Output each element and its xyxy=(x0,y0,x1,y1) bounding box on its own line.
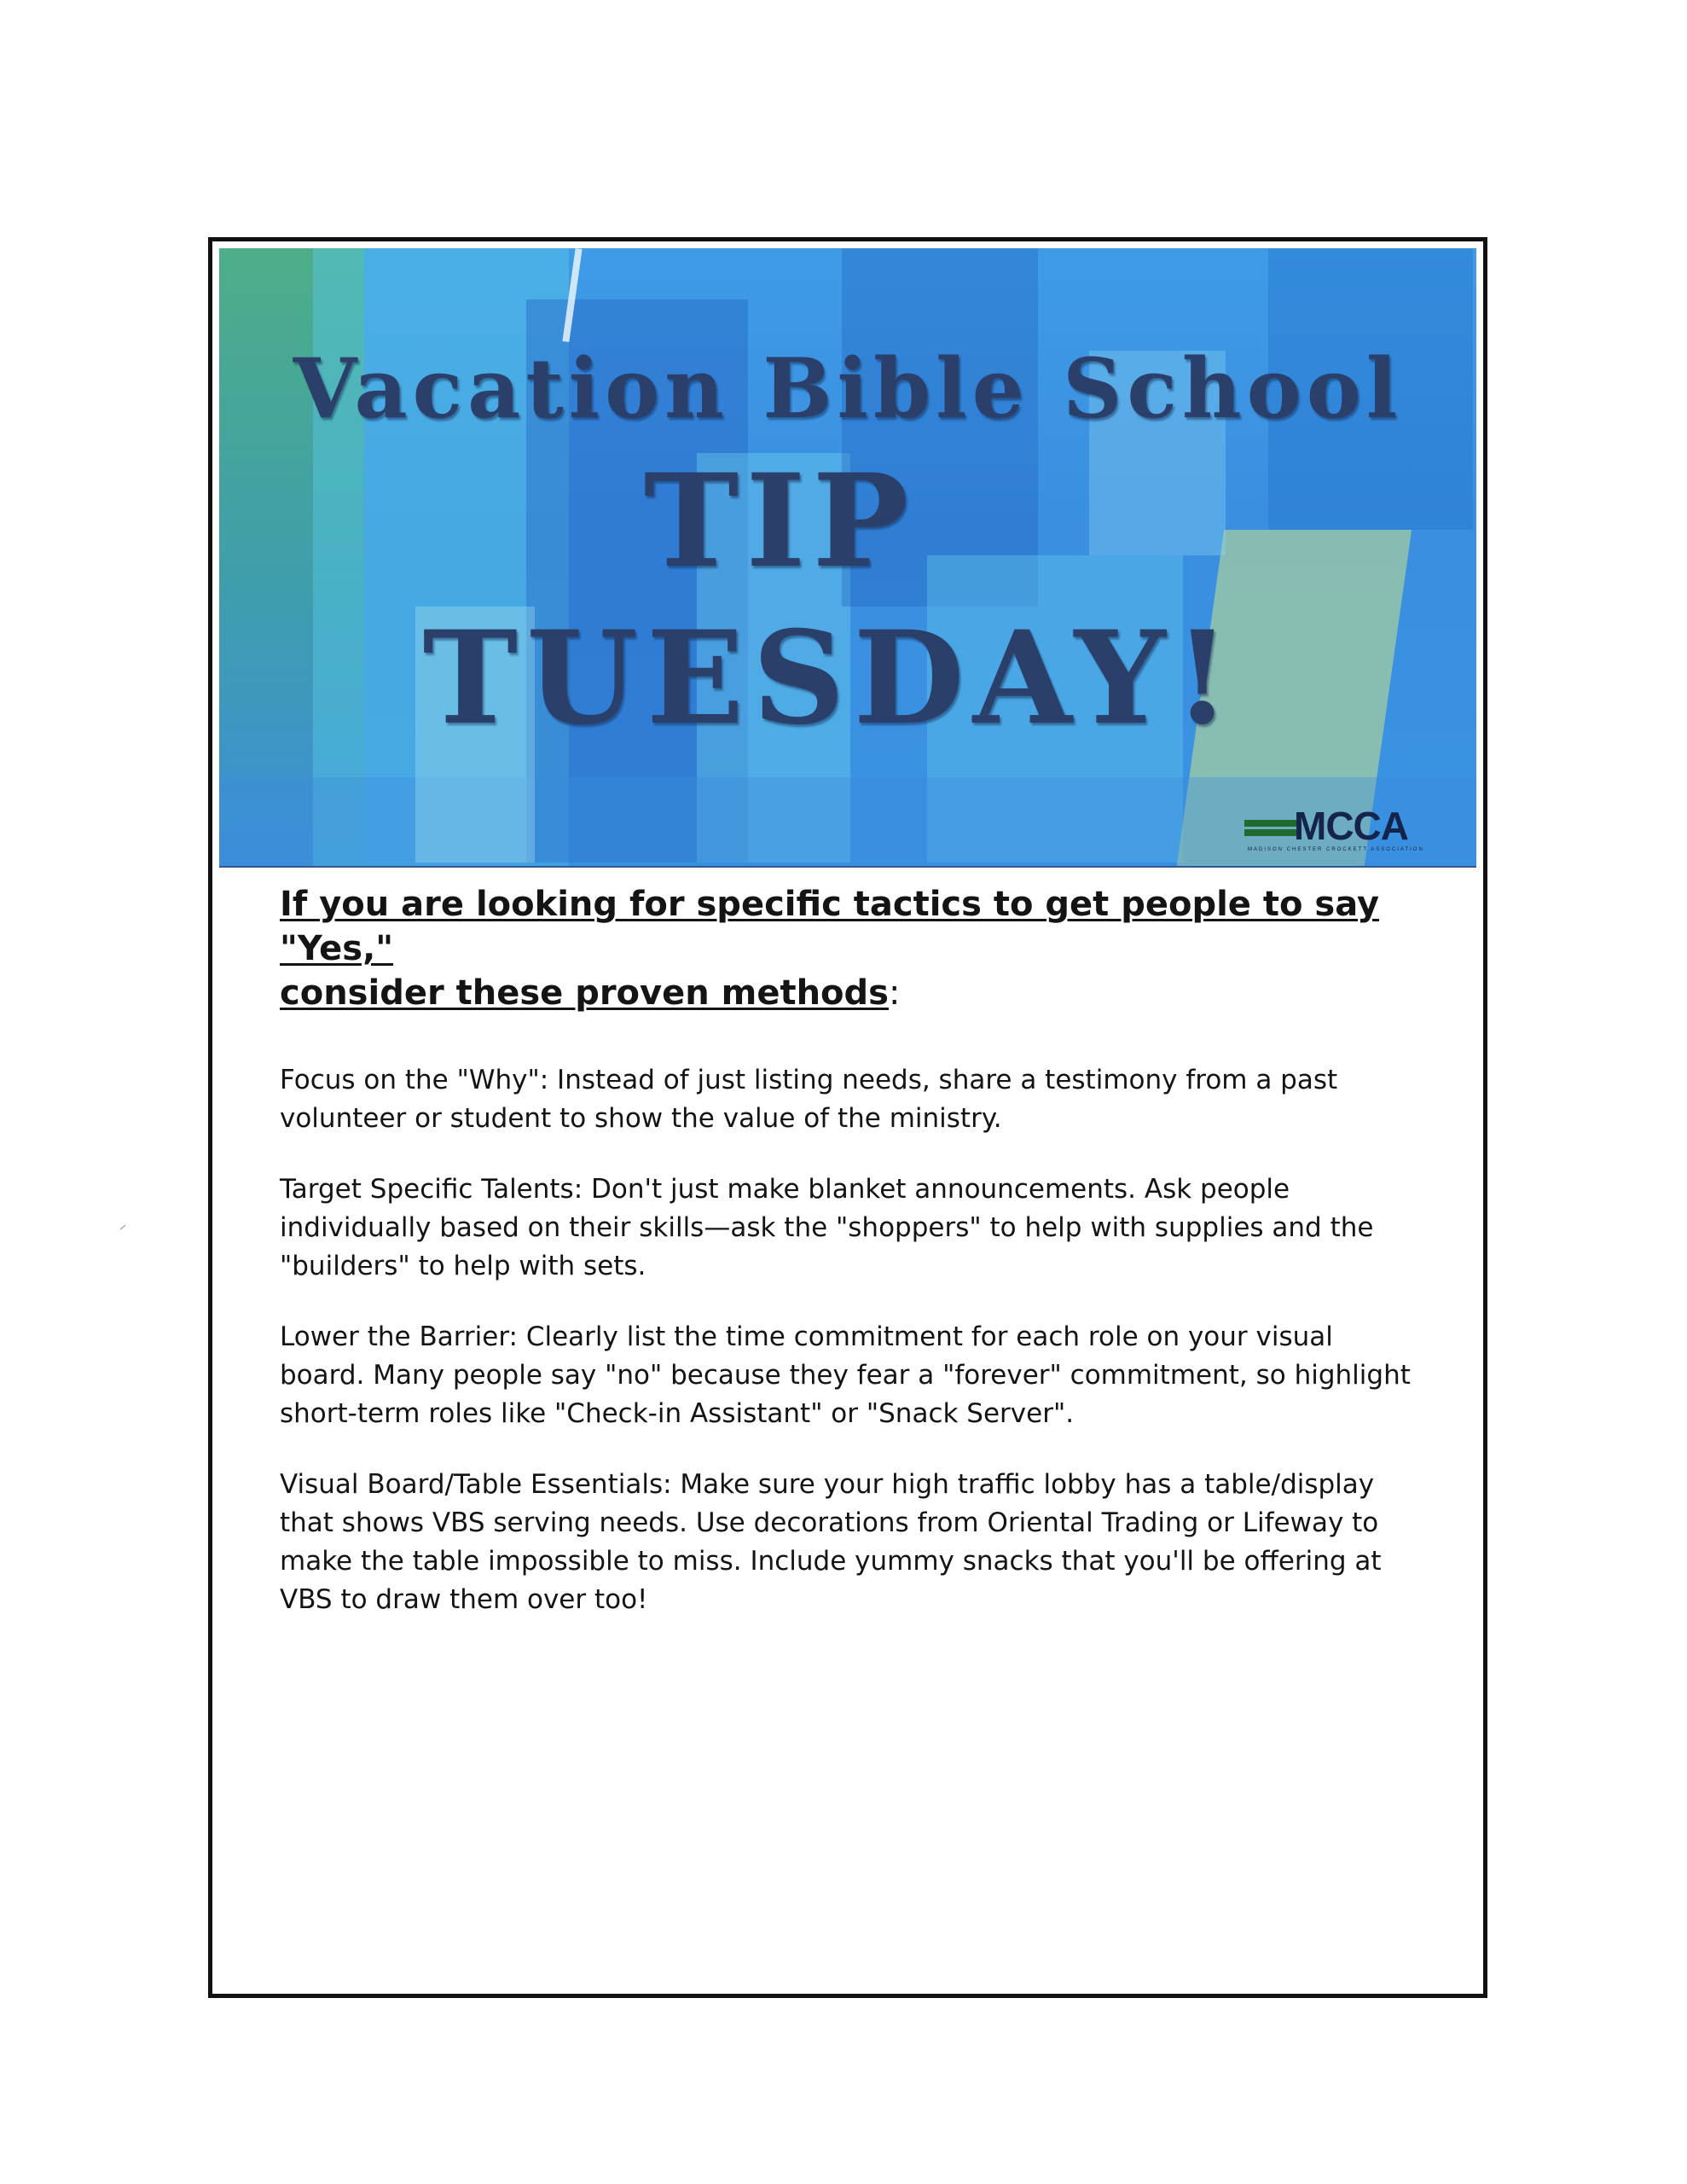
tips-content xyxy=(280,882,1457,1652)
headline-colon: : xyxy=(888,973,901,1013)
tip-paragraph: Lower the Barrier: Clearly list the time commitment for each role on your visual board. Many people say "no" because they fear a "forever" commitment, so highlight short-term roles like "Check-in Assistant" or "Snack Server". xyxy=(280,1321,1411,1429)
mcca-logo xyxy=(1244,804,1441,861)
headline xyxy=(280,882,1457,1015)
tip-paragraph: Focus on the "Why": Instead of just listing needs, share a testimony from a past volunteer or student to show the value of the ministry. xyxy=(280,1065,1338,1134)
banner-title-line2: TIP xyxy=(643,446,916,596)
banner-title-line1: Vacation Bible School xyxy=(293,340,1403,437)
logo-subtext: MADISON CHESTER CROCKETT ASSOCIATION xyxy=(1248,847,1424,852)
tip-paragraph: Target Specific Talents: Don't just make blanket announcements. Ask people individually based on their skills—ask the "shoppers" to help with supplies and the "builders" to help with sets. xyxy=(280,1174,1374,1281)
headline-line1: If you are looking for specific tactics to get people to say "Yes," xyxy=(280,885,1380,968)
tip-paragraph: Visual Board/Table Essentials: Make sure your high traffic lobby has a table/display that shows VBS serving needs. Use decorations from Oriental Trading or Lifeway to make the table impossible to miss. Include yummy snacks that you'll be offering at VBS to draw them over too! xyxy=(280,1469,1382,1615)
headline-line2: consider these proven methods xyxy=(280,973,889,1013)
logo-text: MCCA xyxy=(1294,804,1408,848)
stray-mark xyxy=(120,1225,126,1230)
logo-bars-icon xyxy=(1244,820,1297,835)
banner-title-line3: TUESDAY! xyxy=(422,603,1239,753)
banner-image xyxy=(219,248,1476,868)
